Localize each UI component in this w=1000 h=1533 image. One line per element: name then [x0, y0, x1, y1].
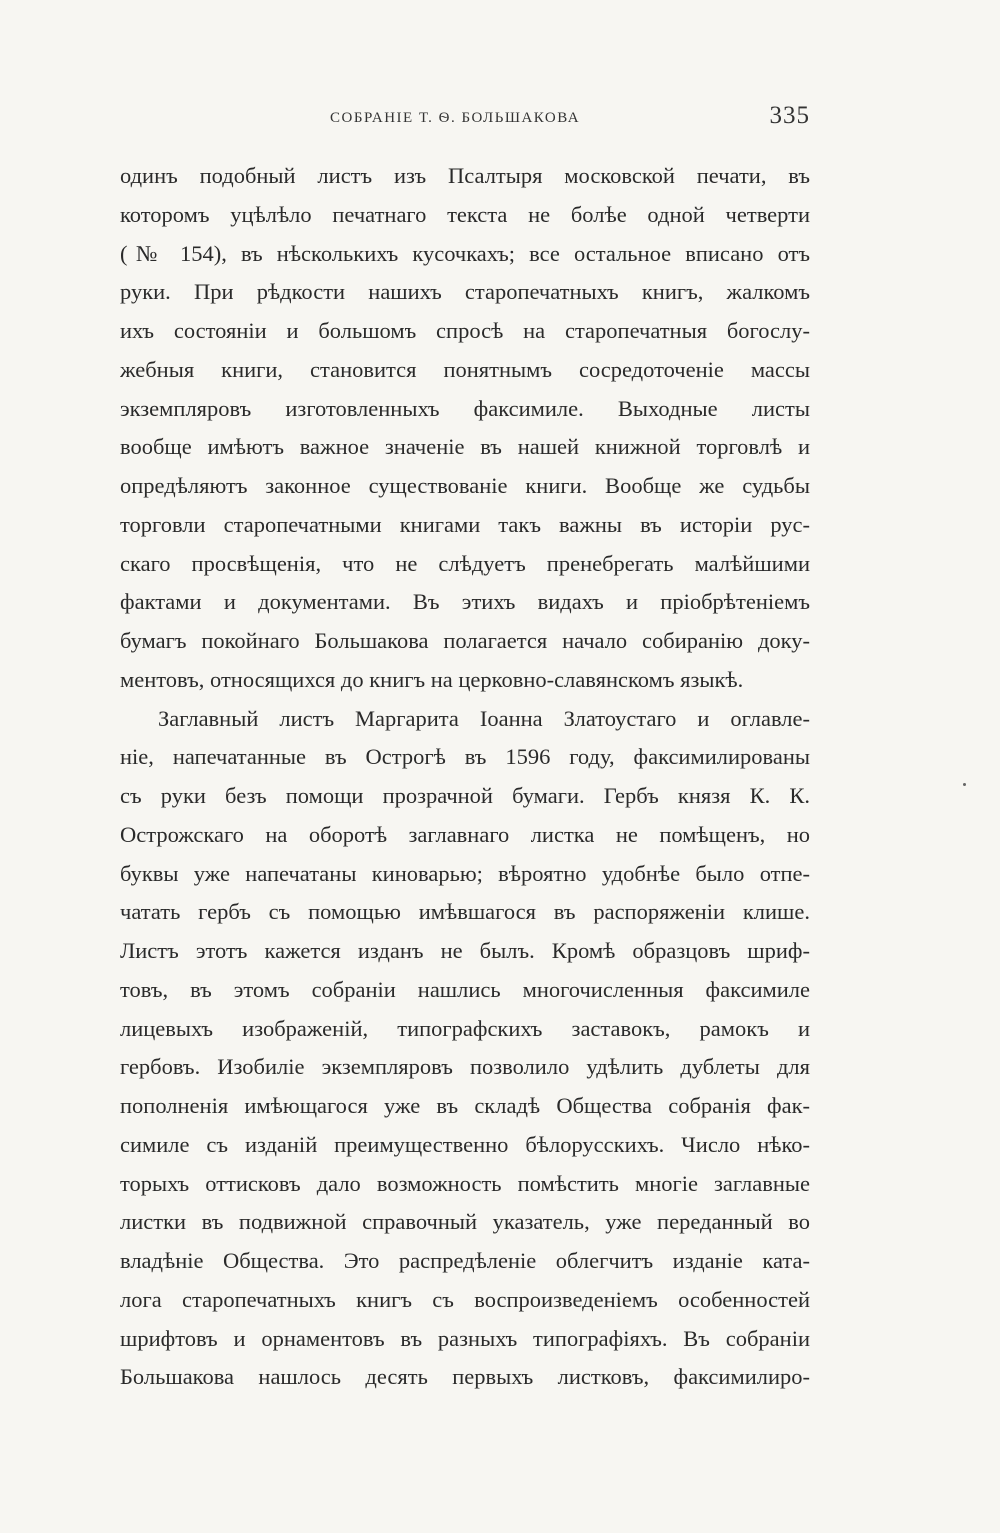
text-line: пополненія имѣющагося уже въ складѣ Общества собранія фак-: [120, 1093, 810, 1118]
running-title: СОБРАНІЕ Т. Ѳ. БОЛЬШАКОВА: [330, 110, 581, 126]
text-line: жебныя книги, становится понятнымъ сосредоточеніе массы: [120, 356, 810, 382]
text-line: лога старопечатныхъ книгъ съ воспроизведеніемъ особенностей: [120, 1286, 810, 1312]
text-line: опредѣляютъ законное существованіе книги. Вообще же судьбы: [120, 473, 810, 498]
text-line: фактами и документами. Въ этихъ видахъ и пріобрѣтеніемъ: [120, 589, 810, 615]
text-line: одинъ подобный листъ изъ Псалтыря московской печати, въ: [120, 163, 810, 188]
text-line: (№ 154), въ нѣсколькихъ кусочкахъ; все остальное вписано отъ: [120, 240, 810, 266]
text-line: ихъ состояніи и большомъ спросѣ на старопечатныя богослу-: [120, 318, 810, 343]
body-text: [120, 157, 810, 1397]
text-line: Острожскаго на оборотѣ заглавнаго листка не помѣщенъ, но: [120, 821, 810, 847]
text-line: симиле съ изданій преимущественно бѣлорусскихъ. Число нѣко-: [120, 1131, 810, 1157]
text-line: Большакова нашлось десять первыхъ листковъ, факсимилиро-: [120, 1364, 810, 1390]
text-line: шрифтовъ и орнаментовъ въ разныхъ типографіяхъ. Въ собраніи: [120, 1325, 810, 1351]
text-line: Листъ этотъ кажется изданъ не былъ. Кромѣ образцовъ шриф-: [120, 938, 810, 963]
paragraph-end-line: ментовъ, относящихся до книгъ на церковно-славянскомъ языкѣ.: [120, 666, 744, 692]
text-line: листки въ подвижной справочный указатель, уже переданный во: [120, 1209, 810, 1235]
text-line: лицевыхъ изображеній, типографскихъ заставокъ, рамокъ и: [120, 1015, 810, 1041]
text-line: гербовъ. Изобиліе экземпляровъ позволило удѣлить дублеты для: [120, 1054, 810, 1080]
text-line: вообще имѣютъ важное значеніе въ нашей книжной торговлѣ и: [120, 434, 810, 460]
paper-speck: [963, 783, 966, 786]
text-line: руки. При рѣдкости нашихъ старопечатныхъ книгъ, жалкомъ: [120, 279, 810, 305]
text-line: скаго просвѣщенія, что не слѣдуетъ пренебрегать малѣйшими: [120, 550, 810, 576]
text-line: ніе, напечатанные въ Острогѣ въ 1596 году, факсимилированы: [120, 744, 810, 770]
text-line: буквы уже напечатаны киноварью; вѣроятно удобнѣе было отпе-: [120, 860, 810, 886]
text-line: владѣніе Общества. Это распредѣленіе облегчитъ изданіе ката-: [120, 1248, 810, 1273]
paragraph-first-line: Заглавный листъ Маргарита Іоанна Златоустаго и оглавле-: [158, 705, 810, 731]
page-number: 335: [769, 102, 810, 129]
text-line: которомъ уцѣлѣло печатнаго текста не болѣе одной четверти: [120, 201, 810, 227]
text-line: бумагъ покойнаго Большакова полагается начало собиранію доку-: [120, 628, 810, 653]
running-head: [120, 102, 810, 136]
text-line: торыхъ оттисковъ дало возможность помѣстить многіе заглавные: [120, 1170, 810, 1196]
text-line: товъ, въ этомъ собраніи нашлись многочисленныя факсимиле: [120, 976, 810, 1002]
text-line: экземпляровъ изготовленныхъ факсимиле. Выходные листы: [120, 395, 810, 421]
text-line: торговли старопечатными книгами такъ важны въ исторіи рус-: [120, 511, 810, 537]
text-line: съ руки безъ помощи прозрачной бумаги. Гербъ князя К. К.: [120, 783, 810, 808]
text-line: чатать гербъ съ помощью имѣвшагося въ распоряженіи клише.: [120, 899, 810, 925]
